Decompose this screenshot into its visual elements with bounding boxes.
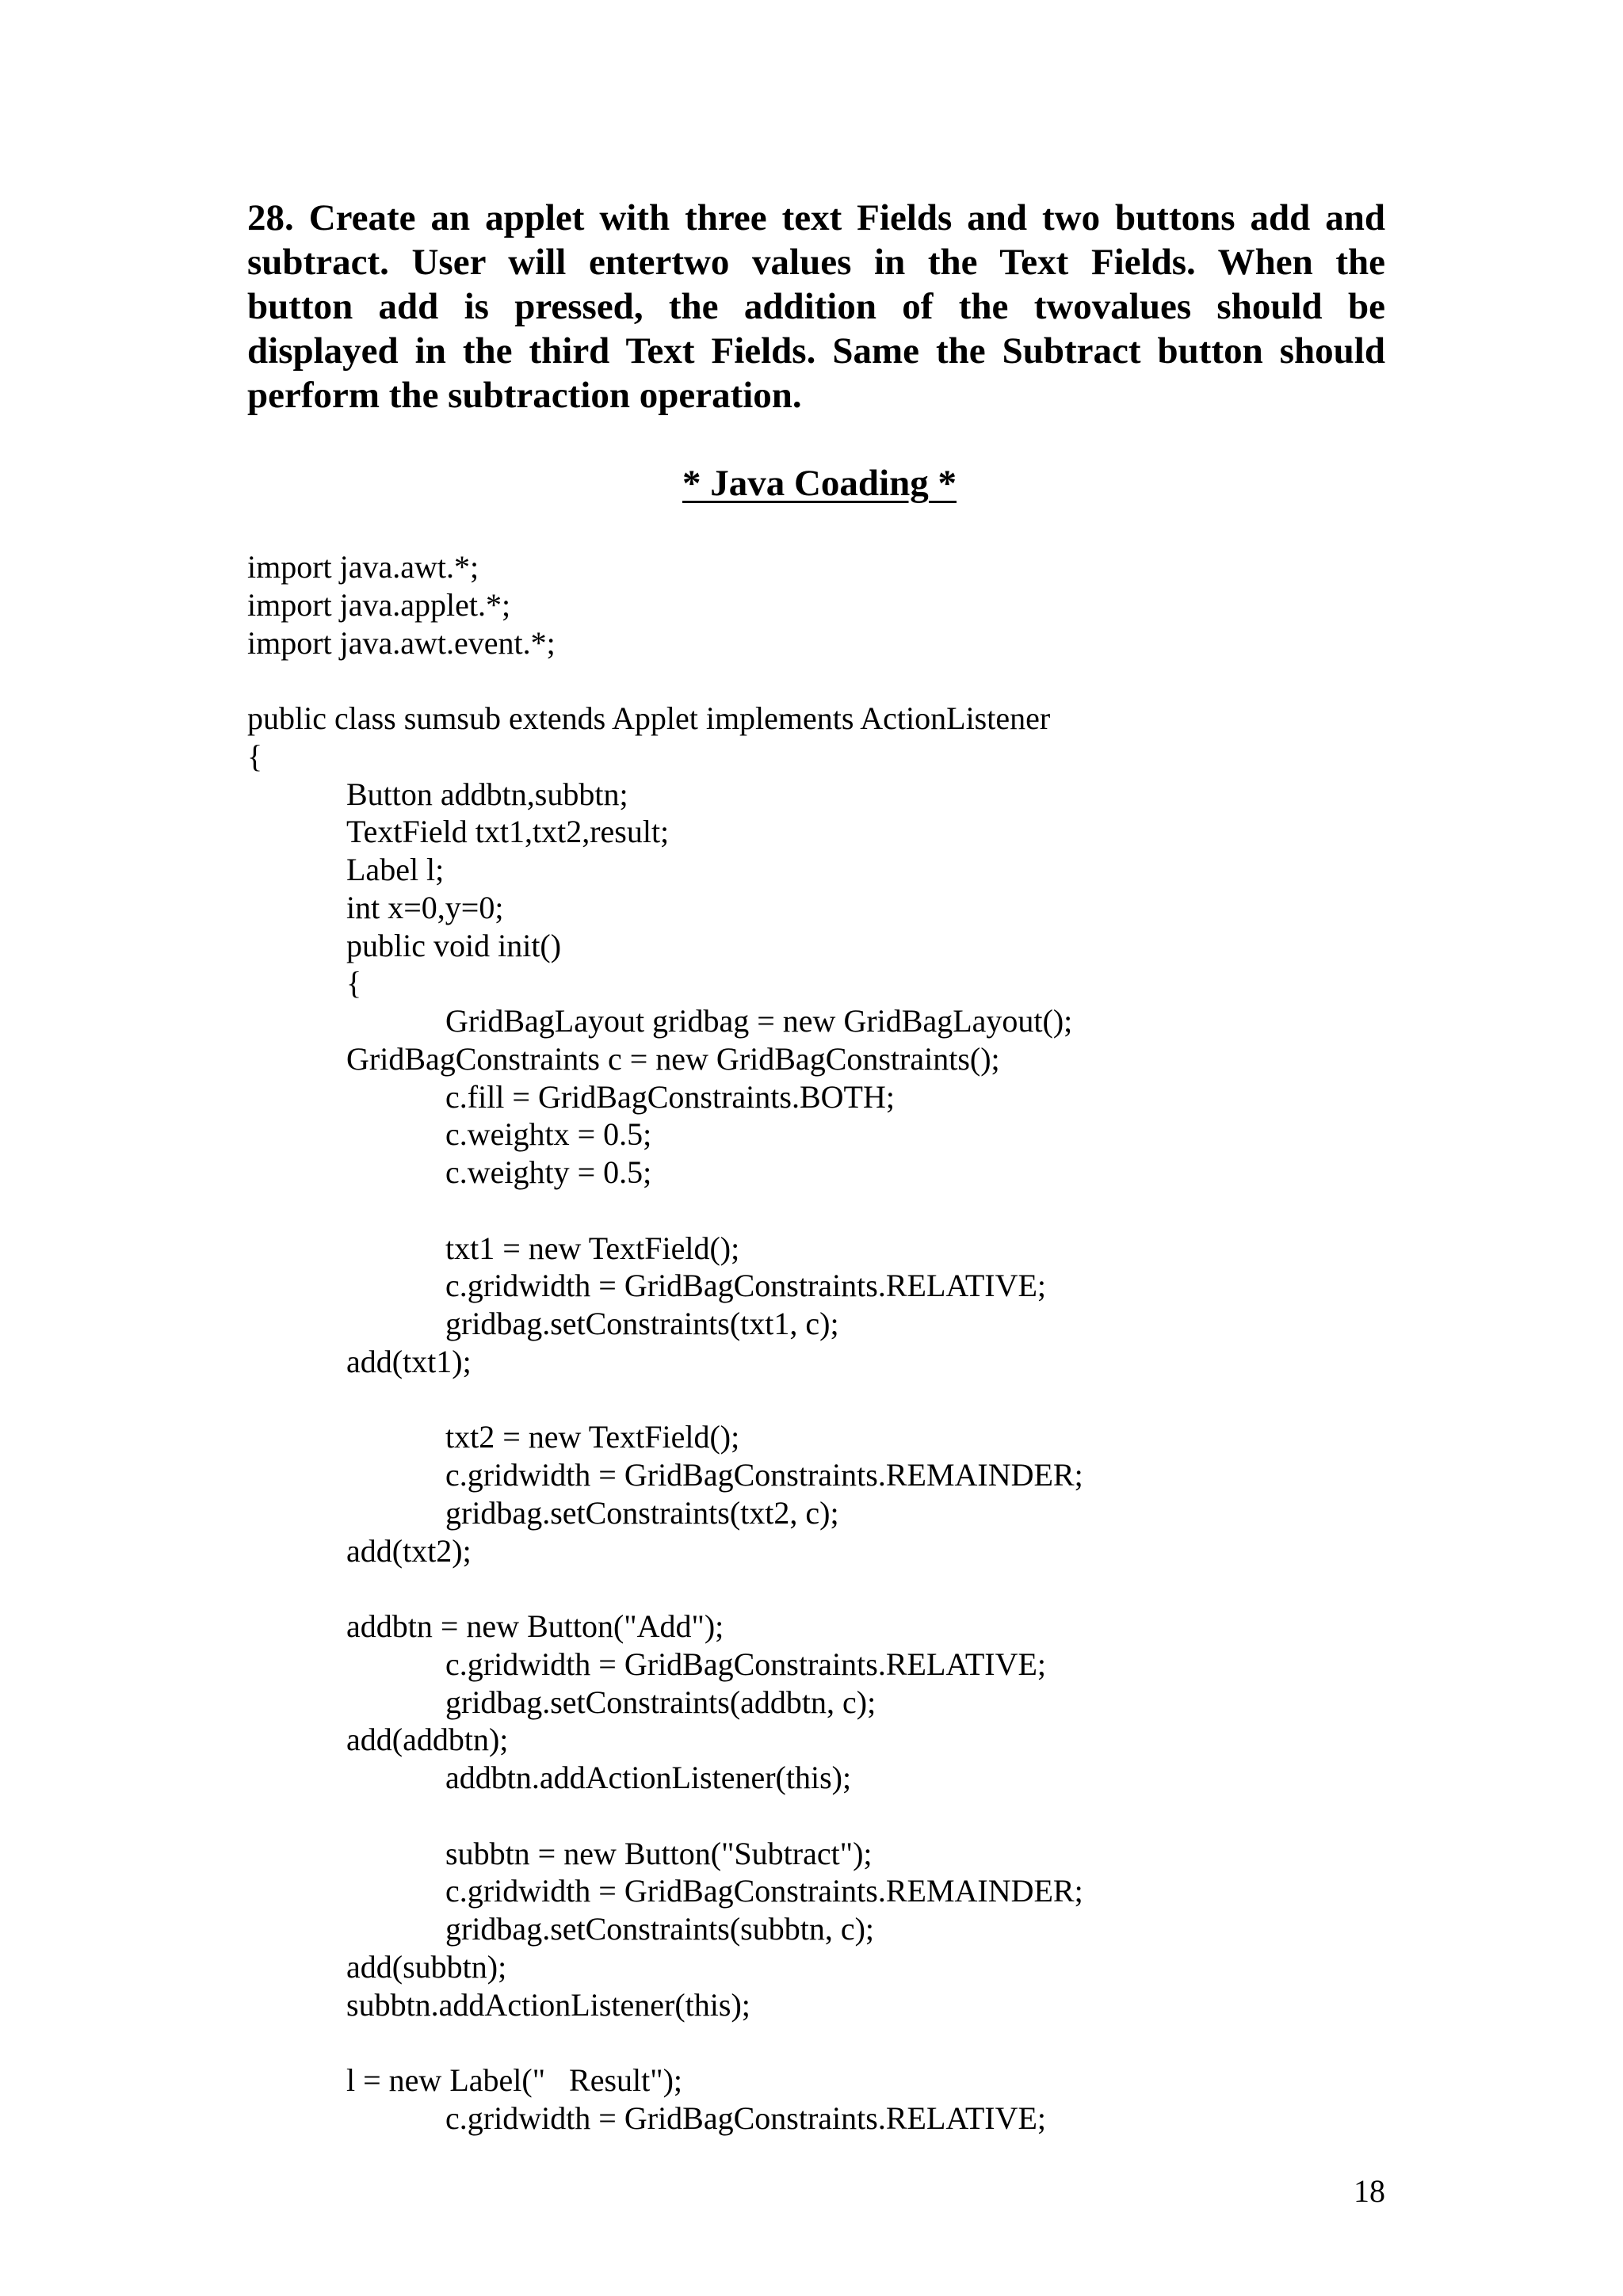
code-line: c.weightx = 0.5;: [445, 1116, 652, 1153]
code-line-blank: [247, 2023, 1083, 2061]
code-line-blank: [247, 1381, 1083, 1419]
code-line: c.gridwidth = GridBagConstraints.REMAINDER;: [445, 1457, 1083, 1493]
code-line: Label l;: [346, 852, 445, 887]
code-line-blank: [247, 1797, 1083, 1835]
question-line: perform the subtraction operation.: [247, 375, 802, 416]
code-line: c.gridwidth = GridBagConstraints.RELATIVE;: [445, 1268, 1047, 1304]
code-line: c.fill = GridBagConstraints.BOTH;: [445, 1078, 895, 1115]
code-line: int x=0,y=0;: [346, 889, 504, 925]
code-line: txt2 = new TextField();: [445, 1419, 740, 1455]
code-line: subbtn.addActionListener(this);: [346, 1986, 750, 2023]
code-line: addbtn.addActionListener(this);: [445, 1760, 852, 1795]
code-line: gridbag.setConstraints(txt1, c);: [445, 1306, 839, 1341]
code-line-blank: [247, 1192, 1083, 1230]
code-line: c.gridwidth = GridBagConstraints.RELATIVE;: [445, 2100, 1047, 2136]
page-number: 18: [1354, 2173, 1385, 2209]
code-line-blank: [247, 1569, 1083, 1608]
code-line: c.weighty = 0.5;: [445, 1154, 652, 1190]
section-heading: [0, 461, 1623, 505]
code-line: c.gridwidth = GridBagConstraints.REMAINDER;: [445, 1873, 1083, 1909]
question-line: button add is pressed, the addition of the twovalues should be: [247, 286, 1385, 327]
code-line: subbtn = new Button("Subtract");: [445, 1835, 873, 1871]
code-line: c.gridwidth = GridBagConstraints.RELATIVE;: [445, 1646, 1047, 1682]
code-line: Button addbtn,subbtn;: [346, 776, 628, 812]
code-line: gridbag.setConstraints(subbtn, c);: [445, 1911, 875, 1947]
code-line: {: [346, 965, 362, 1001]
code-line: GridBagConstraints c = new GridBagConstraints();: [346, 1040, 1000, 1077]
code-line: GridBagLayout gridbag = new GridBagLayout();: [445, 1003, 1073, 1039]
code-line: {: [247, 738, 263, 774]
code-line: import java.applet.*;: [247, 586, 511, 623]
code-line: l = new Label(" Result");: [346, 2062, 683, 2098]
code-line: public class sumsub extends Applet implements ActionListener: [247, 700, 1051, 736]
code-line: add(subbtn);: [346, 1948, 507, 1985]
code-line: addbtn = new Button("Add");: [346, 1608, 724, 1644]
code-line: gridbag.setConstraints(txt2, c);: [445, 1494, 839, 1531]
code-line: public void init(): [346, 927, 562, 963]
section-heading-text: * Java Coading *: [682, 463, 957, 504]
code-listing: [247, 548, 1083, 2138]
question-line: subtract. User will entertwo values in the Text Fields. When the: [247, 242, 1385, 283]
question-line: 28. Create an applet with three text Fields and two buttons add and: [247, 197, 1385, 238]
code-line: gridbag.setConstraints(addbtn, c);: [445, 1684, 876, 1720]
code-line: add(txt1);: [346, 1343, 472, 1379]
code-line: TextField txt1,txt2,result;: [346, 814, 670, 850]
code-line-blank: [247, 662, 1083, 700]
question-line: displayed in the third Text Fields. Same the Subtract button should: [247, 330, 1385, 372]
code-line: import java.awt.event.*;: [247, 624, 556, 661]
code-line: import java.awt.*;: [247, 549, 479, 585]
code-line: add(addbtn);: [346, 1722, 509, 1758]
question-text: [247, 196, 1385, 418]
code-line: add(txt2);: [346, 1532, 472, 1569]
code-line: txt1 = new TextField();: [445, 1230, 740, 1266]
